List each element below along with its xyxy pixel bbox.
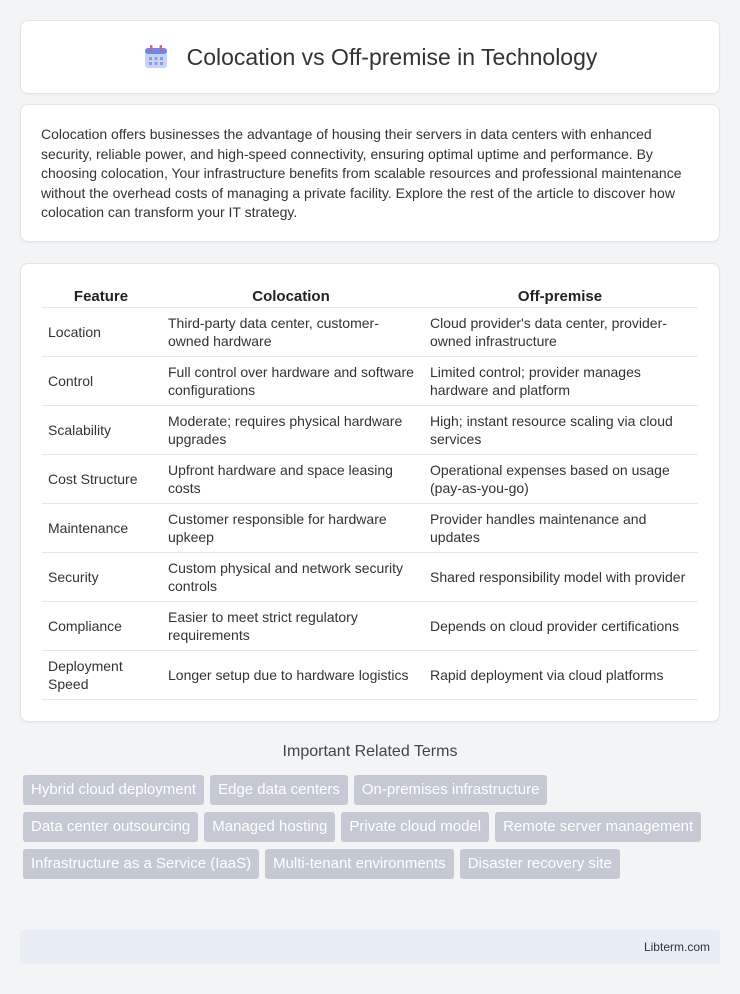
row-offpremise: Operational expenses based on usage (pay-as-you-go) [422, 455, 698, 504]
related-term-tag[interactable]: On-premises infrastructure [354, 775, 548, 805]
table-header-row [42, 284, 698, 308]
related-term-tag[interactable]: Data center outsourcing [23, 812, 198, 842]
row-offpremise: Shared responsibility model with provider [422, 553, 698, 602]
row-feature: Scalability [42, 406, 160, 455]
row-colocation: Upfront hardware and space leasing costs [160, 455, 422, 504]
row-colocation: Full control over hardware and software configurations [160, 357, 422, 406]
row-feature: Control [42, 357, 160, 406]
comparison-card [20, 263, 720, 722]
related-term-tag[interactable]: Disaster recovery site [460, 849, 620, 879]
row-colocation: Third-party data center, customer-owned hardware [160, 308, 422, 357]
header-colocation: Colocation [160, 284, 422, 308]
row-offpremise: Provider handles maintenance and updates [422, 504, 698, 553]
related-terms-list [23, 775, 723, 879]
table-row [42, 308, 698, 357]
footer-brand-link[interactable]: Libterm.com [643, 940, 710, 954]
related-term-tag[interactable]: Private cloud model [341, 812, 489, 842]
related-term-tag[interactable]: Remote server management [495, 812, 701, 842]
intro-text: Colocation offers businesses the advantage of housing their servers in data centers with enhanced security, reliable power, and high-speed connectivity, ensuring optimal uptime and performance. By choosing colocation, Your infrastructure benefits from scalable resources and professional maintenance without the overhead costs of managing a private facility. Explore the rest of the article to discover how colocation can transform your IT strategy. [41, 126, 682, 221]
row-offpremise: Limited control; provider manages hardware and platform [422, 357, 698, 406]
row-colocation: Easier to meet strict regulatory requirements [160, 602, 422, 651]
table-row [42, 602, 698, 651]
row-feature: Maintenance [42, 504, 160, 553]
related-term-tag[interactable]: Managed hosting [204, 812, 335, 842]
related-term-tag[interactable]: Edge data centers [210, 775, 348, 805]
row-colocation: Custom physical and network security controls [160, 553, 422, 602]
table-row [42, 455, 698, 504]
row-colocation: Customer responsible for hardware upkeep [160, 504, 422, 553]
related-terms-title: Important Related Terms [282, 743, 458, 760]
row-feature: Deployment Speed [42, 651, 160, 700]
row-feature: Compliance [42, 602, 160, 651]
intro-card [20, 104, 720, 242]
comparison-table [42, 284, 698, 700]
row-offpremise: High; instant resource scaling via cloud services [422, 406, 698, 455]
row-offpremise: Cloud provider's data center, provider-owned infrastructure [422, 308, 698, 357]
table-row [42, 553, 698, 602]
footer [20, 930, 720, 964]
header-offpremise: Off-premise [422, 284, 698, 308]
row-colocation: Longer setup due to hardware logistics [160, 651, 422, 700]
calendar-icon [143, 44, 169, 70]
row-offpremise: Rapid deployment via cloud platforms [422, 651, 698, 700]
row-feature: Cost Structure [42, 455, 160, 504]
header-card [20, 20, 720, 94]
row-colocation: Moderate; requires physical hardware upgrades [160, 406, 422, 455]
table-row [42, 357, 698, 406]
page-title: Colocation vs Off-premise in Technology [186, 43, 598, 70]
table-row [42, 504, 698, 553]
row-offpremise: Depends on cloud provider certifications [422, 602, 698, 651]
related-term-tag[interactable]: Hybrid cloud deployment [23, 775, 204, 805]
related-term-tag[interactable]: Infrastructure as a Service (IaaS) [23, 849, 259, 879]
related-term-tag[interactable]: Multi-tenant environments [265, 849, 454, 879]
row-feature: Security [42, 553, 160, 602]
header-feature: Feature [42, 284, 160, 308]
row-feature: Location [42, 308, 160, 357]
table-row [42, 651, 698, 700]
table-row [42, 406, 698, 455]
